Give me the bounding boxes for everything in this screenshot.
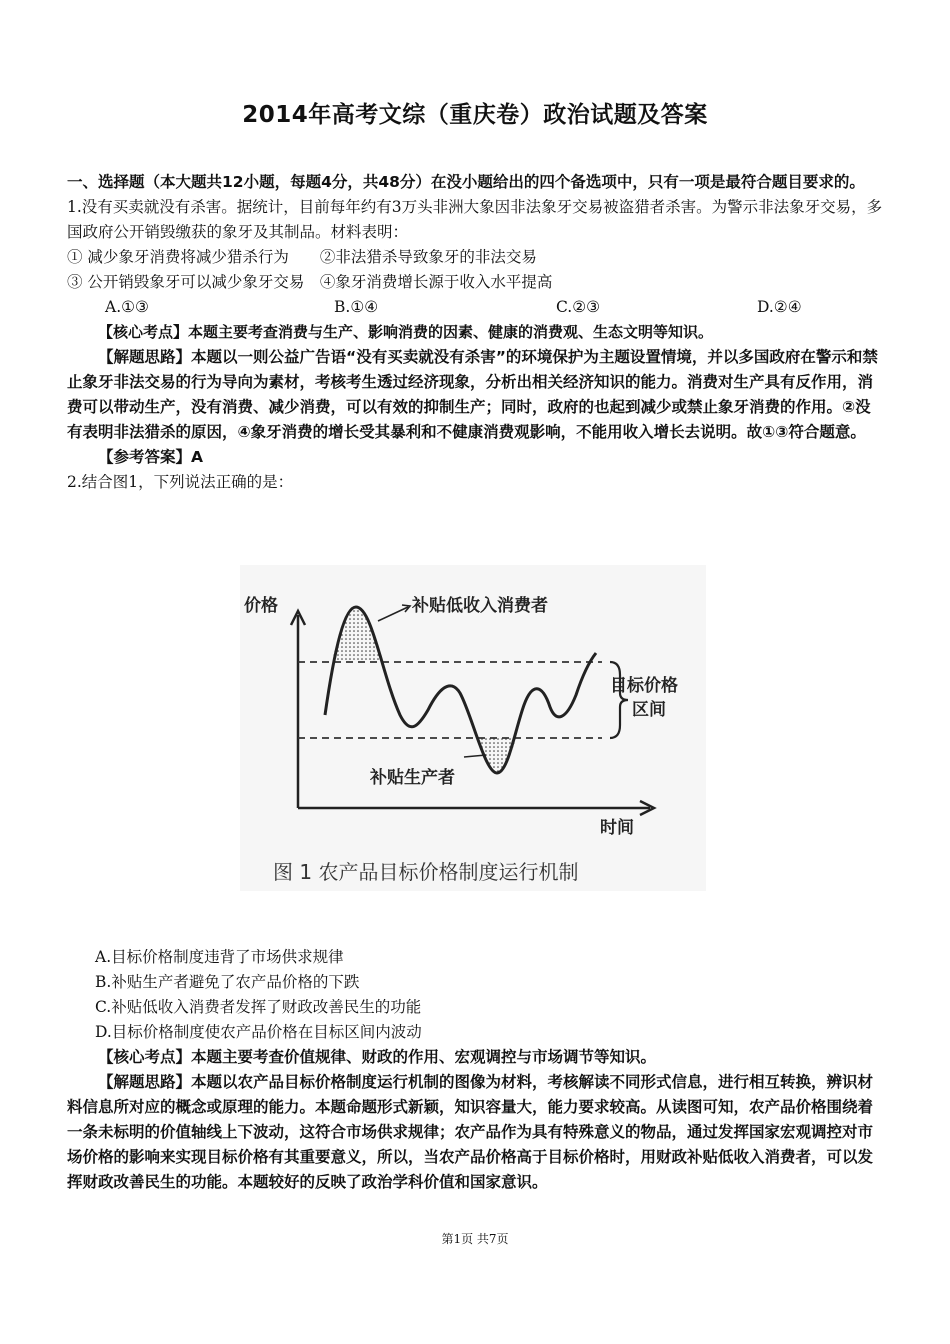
q1-statement-1: ① 减少象牙消费将减少猎杀行为 ②非法猎杀导致象牙的非法交易	[67, 248, 537, 266]
q2-stem: 2.结合图1，下列说法正确的是：	[67, 473, 294, 491]
page-footer: 第1页 共7页	[441, 1232, 509, 1246]
q1-option-c: C.②③	[556, 298, 601, 316]
q1-option-d: D.②④	[757, 298, 802, 316]
target-range-label-1: 目标价格	[610, 676, 678, 696]
q1-options	[67, 295, 885, 320]
q1-option-b: B.①④	[334, 298, 379, 316]
figure-caption: 图 1 农产品目标价格制度运行机制	[273, 860, 579, 884]
q1-answer: 【参考答案】A	[98, 448, 203, 466]
q1-core-point: 【核心考点】本题主要考查消费与生产、影响消费的因素、健康的消费观、生态文明等知识。	[98, 323, 714, 341]
q1-stem: 1.没有买卖就没有杀害。据统计，目前每年约有3万头非洲大象因非法象牙交易被盗猎者杀害。为警示非法象牙交易，多国政府公开销毁缴获的象牙及其制品。材料表明：	[67, 198, 883, 241]
question-section-1	[67, 170, 885, 495]
question-section-2	[67, 945, 885, 1195]
document-title: 2014年高考文综（重庆卷）政治试题及答案	[242, 102, 708, 128]
x-axis-label: 时间	[600, 818, 634, 838]
q1-option-a: A.①③	[105, 298, 149, 316]
consumer-subsidy-label: 补贴低收入消费者	[412, 596, 548, 616]
y-axis-label: 价格	[244, 596, 278, 616]
figure-1	[240, 565, 706, 891]
q2-core-point: 【核心考点】本题主要考查价值规律、财政的作用、宏观调控与市场调节等知识。	[98, 1048, 657, 1066]
section-header: 一、选择题（本大题共12小题，每题4分，共48分）在没小题给出的四个备选项中，只有一项是最符合题目要求的。	[67, 173, 865, 191]
q2-analysis: 【解题思路】本题以农产品目标价格制度运行机制的图像为材料，考核解读不同形式信息，进行相互转换，辨识材料信息所对应的概念或原理的能力。本题命题形式新颖，知识容量大，能力要求较高。从读图可知，农产品价格围绕着一条未标明的价值轴线上下波动，这符合市场供求规律；农产品作为具有特殊意义的物品，通过发挥国家宏观调控对市场价格的影响来实现目标价格有其重要意义，所以，当农产品价格高于目标价格时，用财政补贴低收入消费者，可以发挥财政改善民生的功能。本题较好的反映了政治学科价值和国家意识。	[67, 1073, 874, 1191]
q2-option-a: A.目标价格制度违背了市场供求规律	[95, 948, 344, 966]
price-mechanism-diagram	[240, 565, 706, 891]
producer-subsidy-label: 补贴生产者	[370, 768, 455, 788]
q2-option-d: D.目标价格制度使农产品价格在目标区间内波动	[95, 1023, 422, 1041]
q1-analysis: 【解题思路】本题以一则公益广告语“没有买卖就没有杀害”的环境保护为主题设置情境，并以多国政府在警示和禁止象牙非法交易的行为导向为素材，考核考生透过经济现象，分析出相关经济知识的能力。消费对生产具有反作用，消费可以带动生产，没有消费、减少消费，可以有效的抑制生产；同时，政府的也起到减少或禁止象牙消费的作用。②没有表明非法猎杀的原因，④象牙消费的增长受其暴利和不健康消费观影响，不能用收入增长去说明。故①③符合题意。	[67, 348, 878, 441]
q1-statement-2: ③ 公开销毁象牙可以减少象牙交易 ④象牙消费增长源于收入水平提高	[67, 273, 553, 291]
target-range-label-2: 区间	[632, 700, 666, 720]
q2-option-b: B.补贴生产者避免了农产品价格的下跌	[95, 973, 360, 991]
q2-option-c: C.补贴低收入消费者发挥了财政改善民生的功能	[95, 998, 422, 1016]
